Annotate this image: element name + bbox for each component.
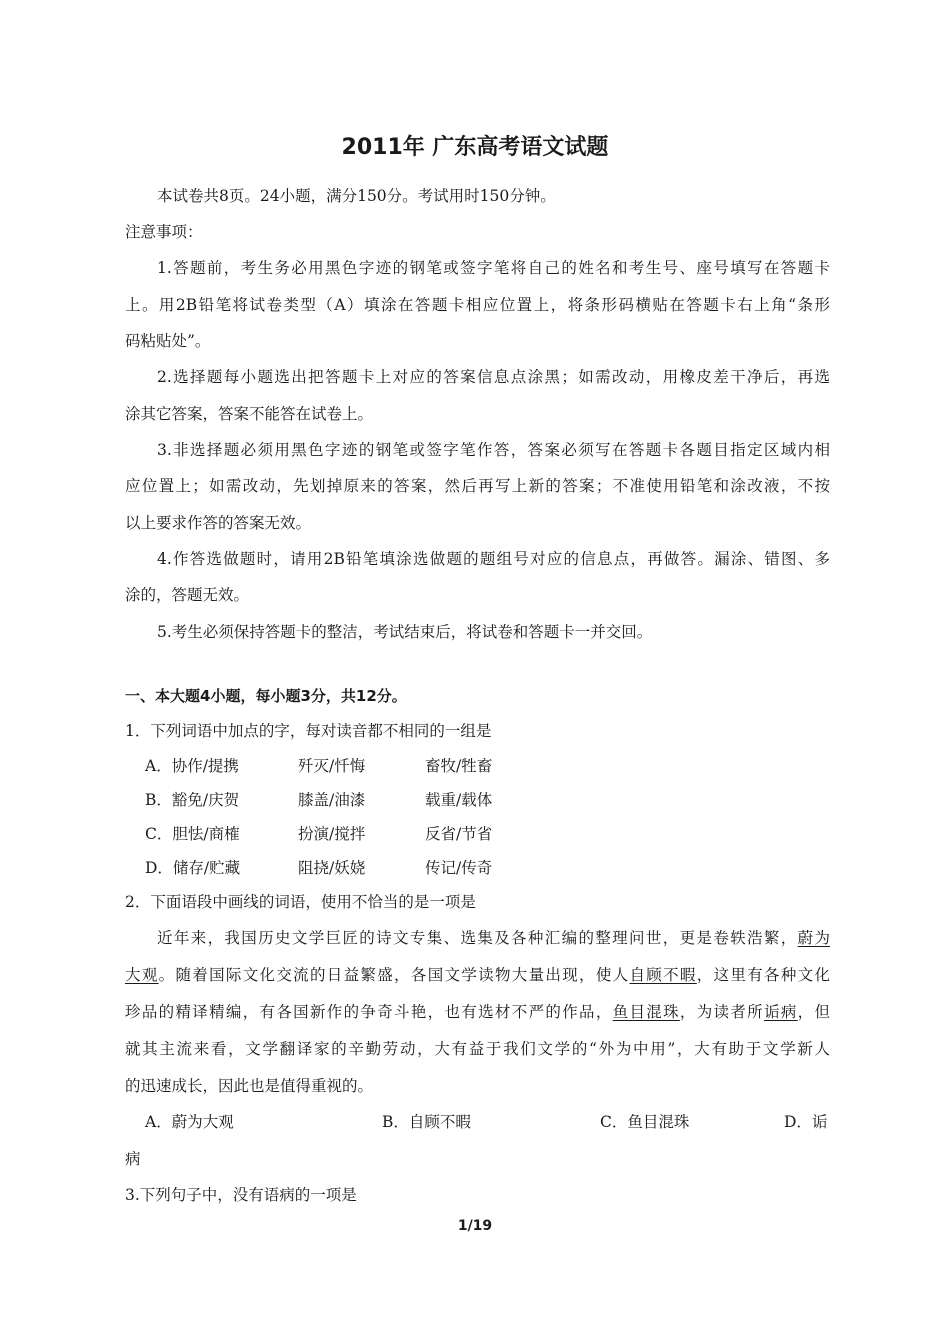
q2-passage-line-5: 的迅速成长，因此也是值得重视的。 <box>125 1077 374 1095</box>
note-1-line-3: 码粘贴处”。 <box>125 332 211 350</box>
exam-intro: 本试卷共8页。24小题，满分150分。考试用时150分钟。 <box>157 187 556 205</box>
q1-option-d-1: D．储存/贮藏 <box>145 859 241 877</box>
q2-option-d-wrap: 病 <box>125 1150 141 1168</box>
notice-label: 注意事项： <box>125 223 203 241</box>
q1-option-a-3: 畜牧/牲畜 <box>425 757 493 775</box>
q1-option-d-2: 阻挠/妖娆 <box>298 859 366 877</box>
q2-option-a: A．蔚为大观 <box>145 1113 234 1131</box>
underlined-term: 诟病 <box>764 1003 798 1021</box>
q1-option-d-3: 传记/传奇 <box>425 859 493 877</box>
section-1-heading: 一、本大题4小题，每小题3分，共12分。 <box>125 687 407 705</box>
q1-option-c-2: 扮演/搅拌 <box>298 825 366 843</box>
note-2-line-1: 2.选择题每小题选出把答题卡上对应的答案信息点涂黑；如需改动，用橡皮差干净后，再选 <box>157 368 830 386</box>
note-2-line-2: 涂其它答案，答案不能答在试卷上。 <box>125 405 374 423</box>
question-1-stem: 1．下列词语中加点的字，每对读音都不相同的一组是 <box>125 722 492 740</box>
question-2-stem: 2．下面语段中画线的词语，使用不恰当的是一项是 <box>125 893 476 911</box>
q1-option-c-1: C．胆怯/商榷 <box>145 825 240 843</box>
note-1-line-1: 1.答题前，考生务必用黑色字迹的钢笔或签字笔将自己的姓名和考生号、座号填写在答题卡 <box>157 259 830 277</box>
q2-passage-line-4: 就其主流来看，文学翻译家的辛勤劳动，大有益于我们文学的“外为中用”，大有助于文学新人 <box>125 1040 830 1058</box>
underlined-term: 大观 <box>125 966 159 984</box>
underlined-term: 鱼目混珠 <box>612 1003 680 1021</box>
q1-option-a-2: 歼灭/忏悔 <box>298 757 366 775</box>
q1-option-b-1: B．豁免/庆贺 <box>145 791 240 809</box>
q1-option-c-3: 反省/节省 <box>425 825 493 843</box>
note-3-line-2: 应位置上；如需改动，先划掉原来的答案，然后再写上新的答案；不准使用铅笔和涂改液，不按 <box>125 477 830 495</box>
underlined-term: 自顾不暇 <box>629 966 697 984</box>
q2-option-c: C．鱼目混珠 <box>600 1113 690 1131</box>
note-3-line-3: 以上要求作答的答案无效。 <box>125 514 312 532</box>
q1-option-b-3: 载重/载体 <box>425 791 493 809</box>
page-number: 1/19 <box>457 1218 493 1234</box>
note-4-line-1: 4.作答选做题时，请用2B铅笔填涂选做题的题组号对应的信息点，再做答。漏涂、错图、多 <box>157 550 830 568</box>
question-3-stem: 3.下列句子中，没有语病的一项是 <box>125 1186 357 1204</box>
q1-option-a-1: A．协作/提携 <box>145 757 239 775</box>
q2-option-b: B．自顾不暇 <box>382 1113 471 1131</box>
page-title: 2011年 广东高考语文试题 <box>341 135 609 160</box>
q2-option-d: D．诟 <box>784 1113 828 1131</box>
q2-passage-line-1: 近年来，我国历史文学巨匠的诗文专集、选集及各种汇编的整理问世，更是卷轶浩繁，蔚为 <box>157 929 830 947</box>
note-4-line-2: 涂的，答题无效。 <box>125 586 250 604</box>
q2-passage-line-3: 珍品的精译精编，有各国新作的争奇斗艳，也有选材不严的作品，鱼目混珠，为读者所诟病，但 <box>125 1003 830 1021</box>
note-5-line-1: 5.考生必须保持答题卡的整洁，考试结束后，将试卷和答题卡一并交回。 <box>157 623 653 641</box>
q1-option-b-2: 膝盖/油漆 <box>298 791 366 809</box>
note-1-line-2: 上。用2B铅笔将试卷类型（A）填涂在答题卡相应位置上，将条形码横贴在答题卡右上角“条形 <box>125 296 830 314</box>
note-3-line-1: 3.非选择题必须用黑色字迹的钢笔或签字笔作答，答案必须写在答题卡各题目指定区域内相 <box>157 441 830 459</box>
underlined-term: 蔚为 <box>797 929 830 947</box>
q2-passage-line-2: 大观。随着国际文化交流的日益繁盛，各国文学读物大量出现，使人自顾不暇，这里有各种文化 <box>125 966 830 984</box>
